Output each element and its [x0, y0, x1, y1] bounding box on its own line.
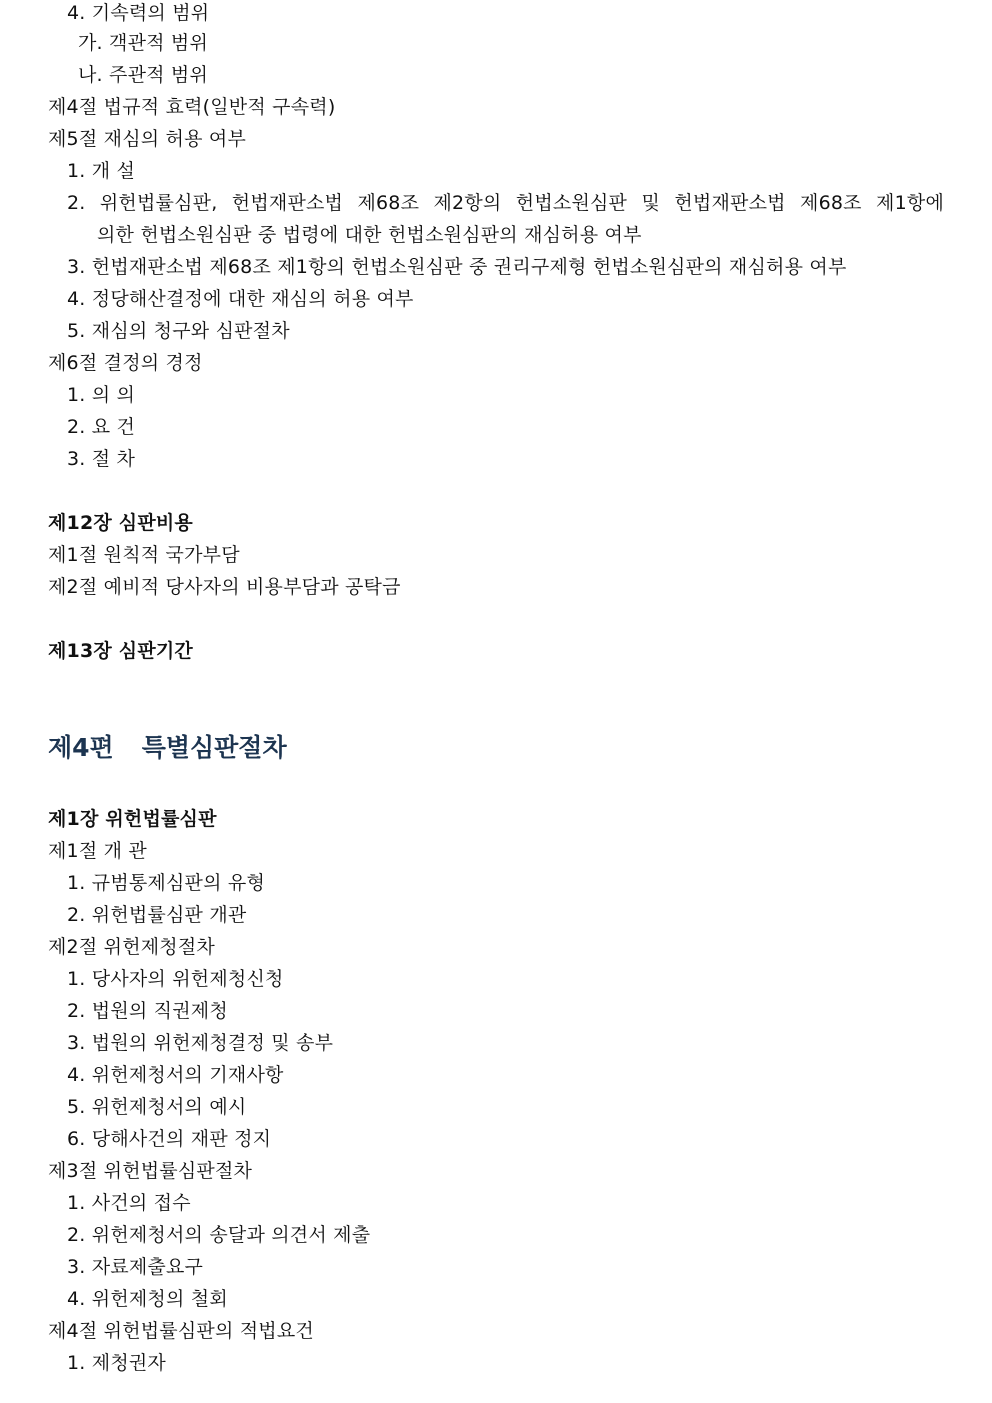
chapter-heading: 제12장 심판비용 — [48, 512, 193, 534]
section-heading: 제1절 개 관 — [48, 840, 147, 862]
part-heading — [48, 732, 287, 764]
toc-item: 4. 기속력의 범위 — [67, 2, 210, 24]
toc-item: 1. 사건의 접수 — [67, 1192, 191, 1214]
section-heading: 제2절 예비적 당사자의 비용부담과 공탁금 — [48, 576, 401, 598]
toc-item: 가. 객관적 범위 — [78, 32, 209, 54]
section-heading: 제3절 위헌법률심판절차 — [48, 1160, 253, 1182]
toc-item: 1. 당사자의 위헌제청신청 — [67, 968, 284, 990]
chapter-heading: 제1장 위헌법률심판 — [48, 808, 217, 830]
toc-item: 나. 주관적 범위 — [78, 64, 209, 86]
part-number: 제4편 — [48, 733, 114, 762]
section-heading: 제4절 법규적 효력(일반적 구속력) — [48, 96, 336, 118]
toc-item: 3. 자료제출요구 — [67, 1256, 204, 1278]
toc-item: 2. 위헌제청서의 송달과 의견서 제출 — [67, 1224, 371, 1246]
toc-item: 1. 규범통제심판의 유형 — [67, 872, 265, 894]
toc-item: 3. 헌법재판소법 제68조 제1항의 헌법소원심판 중 권리구제형 헌법소원심판의 재심허용 여부 — [67, 256, 847, 278]
toc-item: 3. 법원의 위헌제청결정 및 송부 — [67, 1032, 334, 1054]
toc-item: 6. 당해사건의 재판 정지 — [67, 1128, 272, 1150]
toc-item: 5. 위헌제청서의 예시 — [67, 1096, 247, 1118]
toc-item: 2. 법원의 직권제청 — [67, 1000, 228, 1022]
toc-item: 2. 요 건 — [67, 416, 136, 438]
toc-item: 4. 위헌제청의 철회 — [67, 1288, 228, 1310]
toc-item: 1. 제청권자 — [67, 1352, 166, 1374]
toc-item: 2. 위헌법률심판 개관 — [67, 904, 247, 926]
toc-item: 4. 정당해산결정에 대한 재심의 허용 여부 — [67, 288, 414, 310]
toc-item: 2. 위헌법률심판, 헌법재판소법 제68조 제2항의 헌법소원심판 및 헌법재판소법 제68조 제1항에 — [67, 192, 944, 214]
toc-item: 1. 개 설 — [67, 160, 136, 182]
section-heading: 제2절 위헌제청절차 — [48, 936, 215, 958]
chapter-heading: 제13장 심판기간 — [48, 640, 193, 662]
toc-item: 1. 의 의 — [67, 384, 136, 406]
section-heading: 제6절 결정의 경정 — [48, 352, 203, 374]
section-heading: 제4절 위헌법률심판의 적법요건 — [48, 1320, 314, 1342]
toc-item: 4. 위헌제청서의 기재사항 — [67, 1064, 284, 1086]
toc-item: 의한 헌법소원심판 중 법령에 대한 헌법소원심판의 재심허용 여부 — [97, 224, 642, 246]
toc-item: 5. 재심의 청구와 심판절차 — [67, 320, 290, 342]
section-heading: 제1절 원칙적 국가부담 — [48, 544, 240, 566]
toc-item: 3. 절 차 — [67, 448, 136, 470]
part-title: 특별심판절차 — [141, 733, 287, 762]
section-heading: 제5절 재심의 허용 여부 — [48, 128, 246, 150]
